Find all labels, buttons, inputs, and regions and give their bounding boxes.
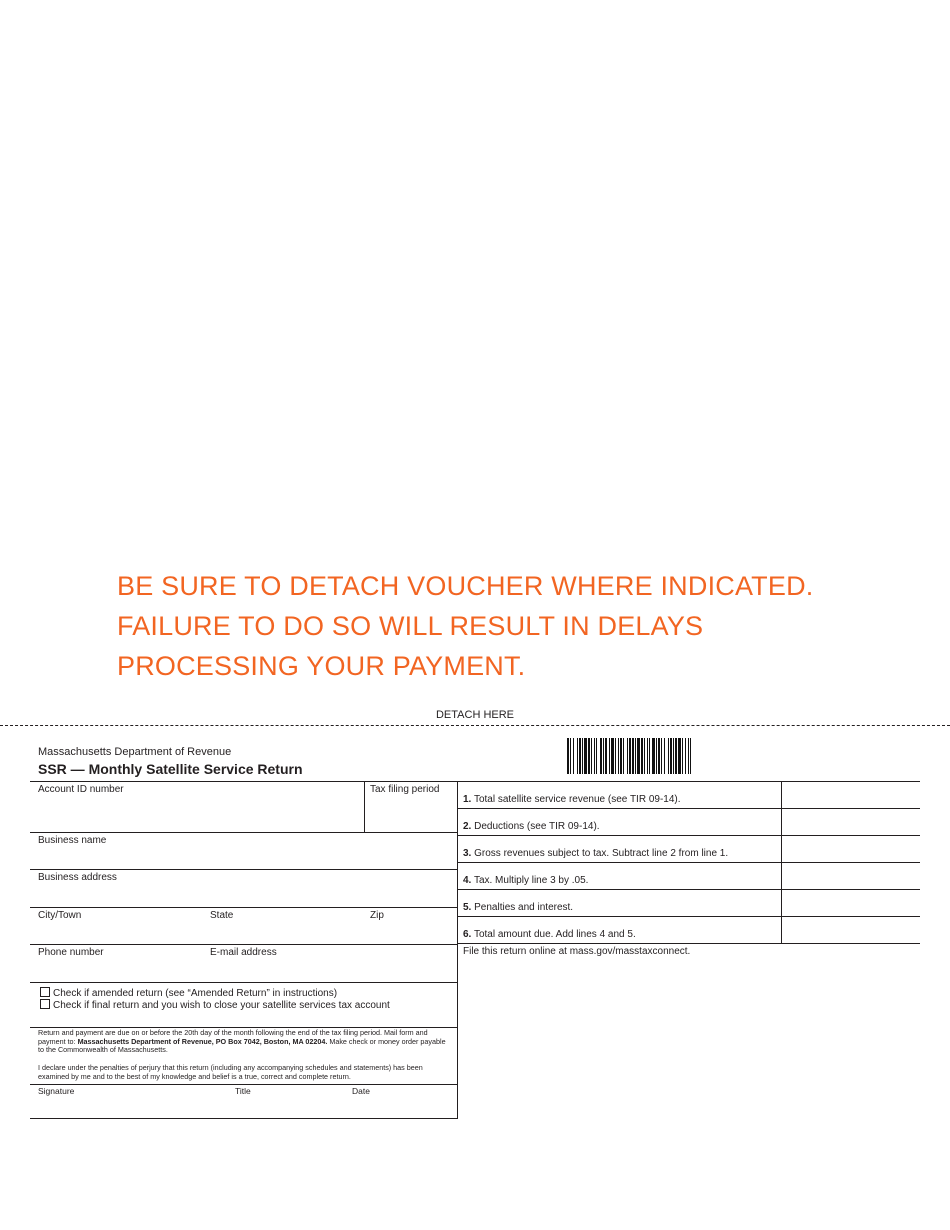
notice-line-1: BE SURE TO DETACH VOUCHER WHERE INDICATED. bbox=[117, 571, 814, 601]
barcode-bar bbox=[637, 738, 640, 774]
email-field[interactable]: E-mail address bbox=[210, 947, 277, 958]
barcode-bar bbox=[658, 738, 660, 774]
state-field[interactable]: State bbox=[210, 910, 234, 921]
barcode-bar bbox=[632, 738, 634, 774]
divider bbox=[30, 907, 458, 908]
mail-suffix-text: Make check or money order payable to the Commonwealth of Massachusetts. bbox=[38, 1036, 446, 1055]
barcode-bar bbox=[647, 738, 648, 774]
barcode-bar bbox=[649, 738, 650, 774]
barcode-bar bbox=[618, 738, 619, 774]
barcode-bar bbox=[623, 738, 624, 774]
filing-instructions bbox=[38, 1029, 450, 1055]
department-name: Massachusetts Department of Revenue bbox=[38, 746, 232, 758]
divider bbox=[30, 781, 458, 782]
detach-notice bbox=[117, 566, 917, 686]
zip-field[interactable]: Zip bbox=[370, 910, 384, 921]
amended-return-checkbox[interactable] bbox=[40, 987, 337, 999]
due-date-text: Return and payment are due on or before the 20th day of the month following the end of the tax filing period. bbox=[38, 1028, 383, 1037]
tax-period-field[interactable]: Tax filing period bbox=[370, 784, 440, 795]
barcode-bar bbox=[584, 738, 587, 774]
barcode-bar bbox=[596, 738, 597, 774]
perjury-declaration: I declare under the penalties of perjury that this return (including any accompanying schedules and statements) has been examined by me and to the best of my knowledge and belief is a true, correct and complete return. bbox=[38, 1063, 423, 1081]
final-return-checkbox[interactable] bbox=[40, 999, 390, 1011]
barcode-bar bbox=[685, 738, 686, 774]
signature-date-field[interactable]: Date bbox=[352, 1086, 370, 1096]
barcode-bar bbox=[652, 738, 655, 774]
barcode-bar bbox=[582, 738, 583, 774]
barcode-bar bbox=[644, 738, 645, 774]
barcode-bar bbox=[600, 738, 602, 774]
barcode-bar bbox=[588, 738, 590, 774]
barcode-bar bbox=[615, 738, 616, 774]
barcode-bar bbox=[627, 738, 628, 774]
barcode-bar bbox=[673, 738, 674, 774]
line-item-5: 5. Penalties and interest. bbox=[463, 902, 574, 913]
checkbox-icon[interactable] bbox=[40, 987, 50, 997]
barcode-bar bbox=[605, 738, 607, 774]
divider bbox=[30, 982, 458, 983]
mail-prefix-text: Mail form and payment to: bbox=[38, 1028, 428, 1046]
barcode-bar bbox=[675, 738, 677, 774]
file-online-note: File this return online at mass.gov/masstaxconnect. bbox=[463, 946, 691, 957]
barcode-bar bbox=[682, 738, 683, 774]
line-4-amount-field[interactable] bbox=[782, 863, 919, 889]
barcode-bar bbox=[591, 738, 592, 774]
account-id-field[interactable]: Account ID number bbox=[38, 784, 124, 795]
barcode-bar bbox=[670, 738, 672, 774]
barcode-bar bbox=[635, 738, 636, 774]
barcode bbox=[567, 738, 857, 774]
barcode-bar bbox=[690, 738, 691, 774]
line-3-amount-field[interactable] bbox=[782, 836, 919, 862]
divider bbox=[30, 869, 458, 870]
barcode-bar bbox=[603, 738, 604, 774]
signature-field[interactable]: Signature bbox=[38, 1086, 75, 1096]
line-item-3: 3. Gross revenues subject to tax. Subtract line 2 from line 1. bbox=[463, 848, 729, 859]
notice-line-3: PROCESSING YOUR PAYMENT. bbox=[117, 651, 526, 681]
line-item-1: 1. Total satellite service revenue (see TIR 09-14). bbox=[463, 794, 681, 805]
phone-field[interactable]: Phone number bbox=[38, 947, 104, 958]
barcode-bar bbox=[629, 738, 631, 774]
detach-here-label: DETACH HERE bbox=[435, 709, 515, 721]
final-return-label: Check if final return and you wish to close your satellite services tax account bbox=[53, 1000, 390, 1011]
barcode-bar bbox=[664, 738, 665, 774]
barcode-bar bbox=[573, 738, 574, 774]
divider bbox=[364, 781, 365, 832]
line-item-4: 4. Tax. Multiply line 3 by .05. bbox=[463, 875, 589, 886]
line-2-amount-field[interactable] bbox=[782, 809, 919, 835]
business-name-field[interactable]: Business name bbox=[38, 835, 107, 846]
barcode-bar bbox=[620, 738, 622, 774]
barcode-bar bbox=[656, 738, 657, 774]
checkbox-icon[interactable] bbox=[40, 999, 50, 1009]
city-field[interactable]: City/Town bbox=[38, 910, 82, 921]
mail-address-text: Massachusetts Department of Revenue, PO Box 7042, Boston, MA 02204. bbox=[77, 1036, 328, 1046]
divider bbox=[457, 781, 458, 1119]
signature-title-field[interactable]: Title bbox=[235, 1086, 251, 1096]
barcode-bar bbox=[567, 738, 569, 774]
detach-dashed-line bbox=[0, 725, 950, 726]
divider bbox=[457, 943, 920, 944]
barcode-bar bbox=[594, 738, 595, 774]
business-address-field[interactable]: Business address bbox=[38, 872, 117, 883]
barcode-bar bbox=[577, 738, 578, 774]
form-title: SSR — Monthly Satellite Service Return bbox=[38, 761, 303, 777]
line-item-6: 6. Total amount due. Add lines 4 and 5. bbox=[463, 929, 636, 940]
line-6-amount-field[interactable] bbox=[782, 917, 919, 943]
barcode-bar bbox=[688, 738, 689, 774]
line-1-amount-field[interactable] bbox=[782, 782, 919, 808]
barcode-bar bbox=[579, 738, 581, 774]
divider bbox=[30, 1084, 458, 1085]
barcode-bar bbox=[570, 738, 571, 774]
amended-return-label: Check if amended return (see “Amended Return” in instructions) bbox=[53, 988, 338, 999]
barcode-bar bbox=[641, 738, 643, 774]
line-item-2: 2. Deductions (see TIR 09-14). bbox=[463, 821, 600, 832]
line-5-amount-field[interactable] bbox=[782, 890, 919, 916]
divider bbox=[30, 832, 458, 833]
barcode-bar bbox=[668, 738, 669, 774]
divider bbox=[30, 1118, 458, 1119]
barcode-bar bbox=[661, 738, 662, 774]
barcode-bar bbox=[678, 738, 681, 774]
barcode-bar bbox=[609, 738, 610, 774]
notice-line-2: FAILURE TO DO SO WILL RESULT IN DELAYS bbox=[117, 611, 704, 641]
barcode-bar bbox=[611, 738, 614, 774]
divider bbox=[30, 944, 458, 945]
